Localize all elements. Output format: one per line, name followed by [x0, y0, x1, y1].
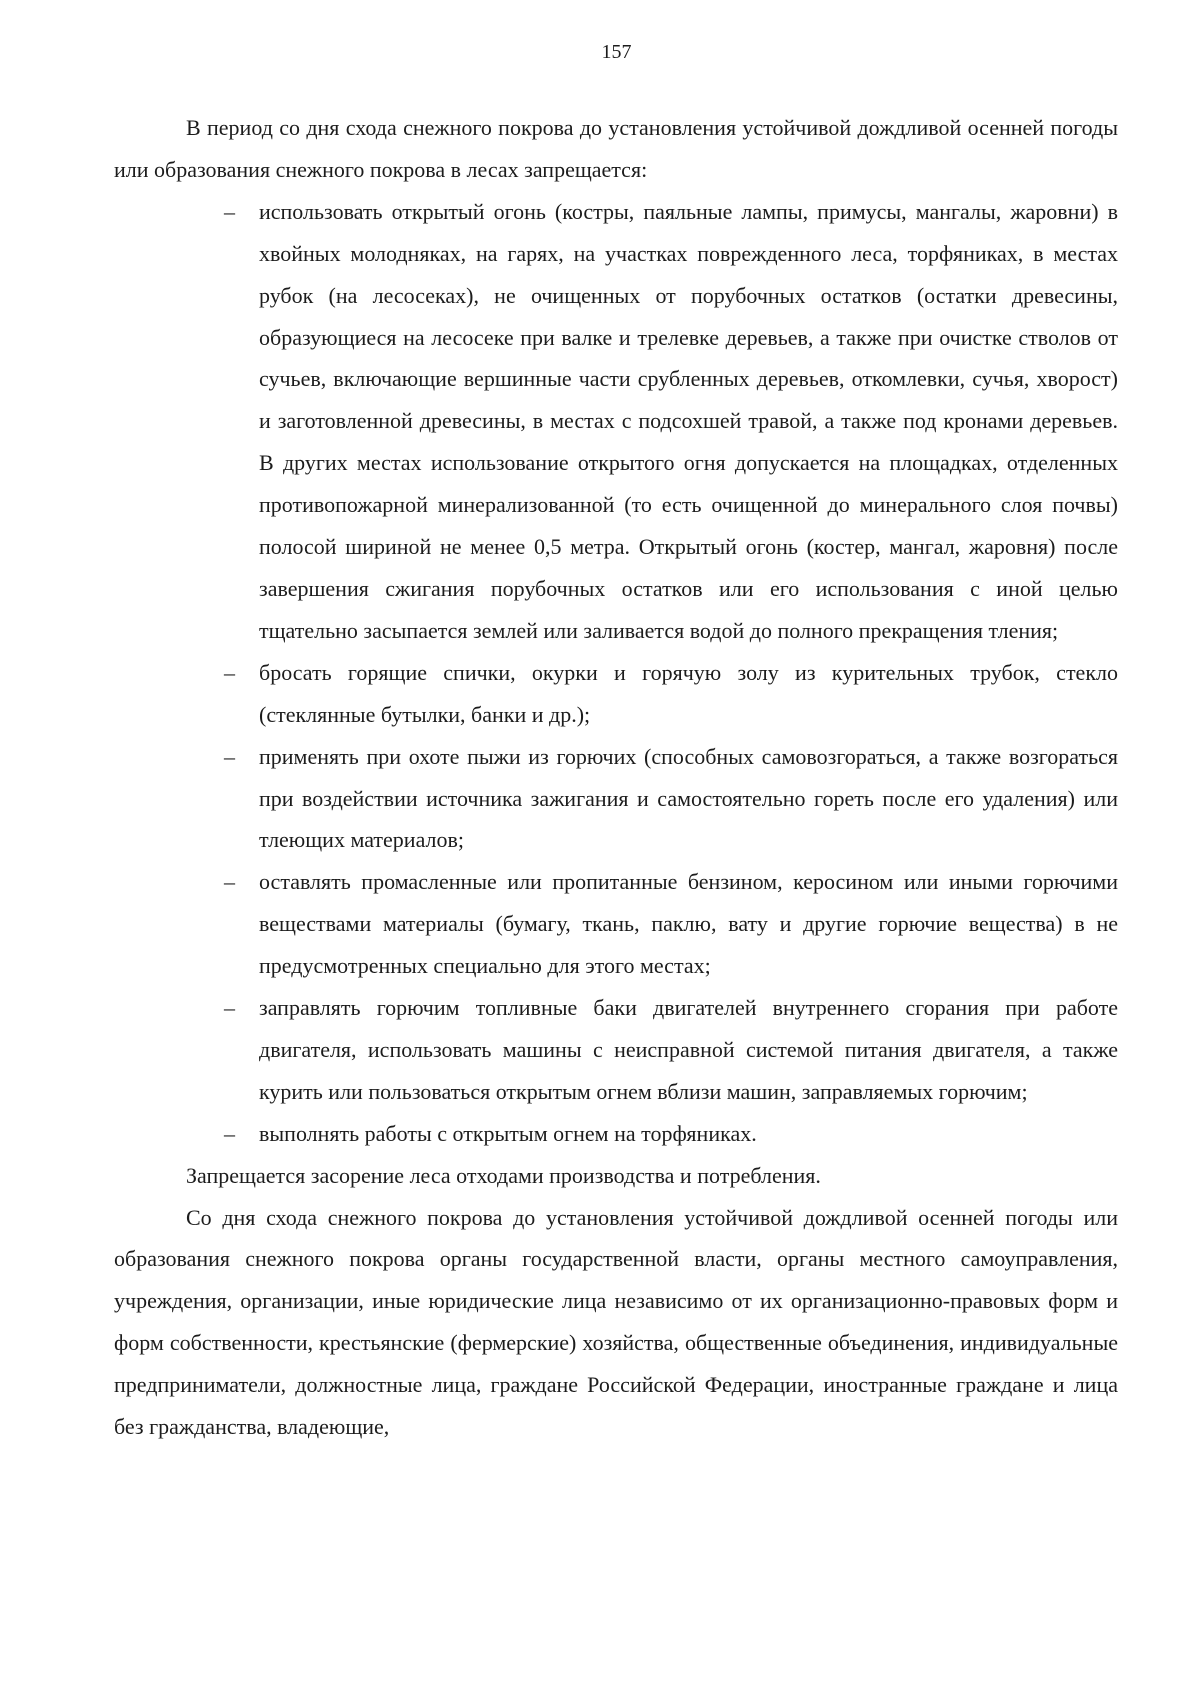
list-item-text: применять при охоте пыжи из горючих (способных самовозгораться, а также возгораться при воздействии источника зажигания и самостоятельно гореть после его удаления) или тлеющих материалов; [259, 743, 1118, 853]
list-item [114, 987, 1118, 1113]
list-item-text: использовать открытый огонь (костры, паяльные лампы, примусы, мангалы, жаровни) в хвойных молодняках, на гарях, на участках поврежденного леса, торфяниках, в местах рубок (на лесосеках), не очищенных от порубочных остатков (остатки древесины, образующиеся на лесосеке при валке и трелевке деревьев, а также при очистке стволов от сучьев, включающие вершинные части срубленных деревьев, откомлевки, сучья, хворост) и заготовленной древесины, в местах с подсохшей травой, а также под кронами деревьев. В других местах использование открытого огня допускается на площадках, отделенных противопожарной минерализованной (то есть очищенной до минерального слоя почвы) полосой шириной не менее 0,5 метра. Открытый огонь (костер, мангал, жаровня) после завершения сжигания порубочных остатков или его использования с иной целью тщательно засыпается землей или заливается водой до полного прекращения тления; [259, 198, 1118, 643]
list-item [114, 736, 1118, 862]
list-item [114, 191, 1118, 652]
dash-bullet: – [224, 869, 235, 895]
list-item-text: бросать горящие спички, окурки и горячую золу из курительных трубок, стекло (стеклянные бутылки, банки и др.); [259, 659, 1118, 727]
closing-paragraph: Со дня схода снежного покрова до установления устойчивой дождливой осенней погоды или образования снежного покрова органы государственной власти, органы местного самоуправления, учреждения, организации, иные юридические лица независимо от их организационно-правовых форм и форм собственности, крестьянские (фермерские) хозяйства, общественные объединения, индивидуальные предприниматели, должностные лица, граждане Российской Федерации, иностранные граждане и лица без гражданства, владеющие, [114, 1204, 1118, 1440]
litter-ban-paragraph: Запрещается засорение леса отходами производства и потребления. [186, 1162, 821, 1188]
dash-bullet: – [224, 995, 235, 1021]
prohibition-list [114, 191, 1118, 1155]
dash-bullet: – [224, 1120, 235, 1146]
page-number: 157 [601, 41, 632, 63]
list-item-text: заправлять горючим топливные баки двигателей внутреннего сгорания при работе двигателя, использовать машины с неисправной системой питания двигателя, а также курить или пользоваться открытым огнем вблизи машин, заправляемых горючим; [259, 995, 1118, 1104]
list-item-text: выполнять работы с открытым огнем на торфяниках. [259, 1120, 757, 1146]
dash-bullet: – [224, 198, 235, 224]
document-body [114, 107, 1118, 1448]
list-item-text: оставлять промасленные или пропитанные бензином, керосином или иными горючими веществами материалы (бумагу, ткань, паклю, вату и другие горючие вещества) в не предусмотренных специально для этого местах; [259, 869, 1118, 979]
dash-bullet: – [224, 659, 235, 685]
list-item [114, 861, 1118, 987]
list-item [114, 1113, 1118, 1155]
dash-bullet: – [224, 743, 235, 769]
intro-paragraph: В период со дня схода снежного покрова до установления устойчивой дождливой осенней погоды или образования снежного покрова в лесах запрещается: [114, 115, 1118, 182]
list-item [114, 652, 1118, 736]
